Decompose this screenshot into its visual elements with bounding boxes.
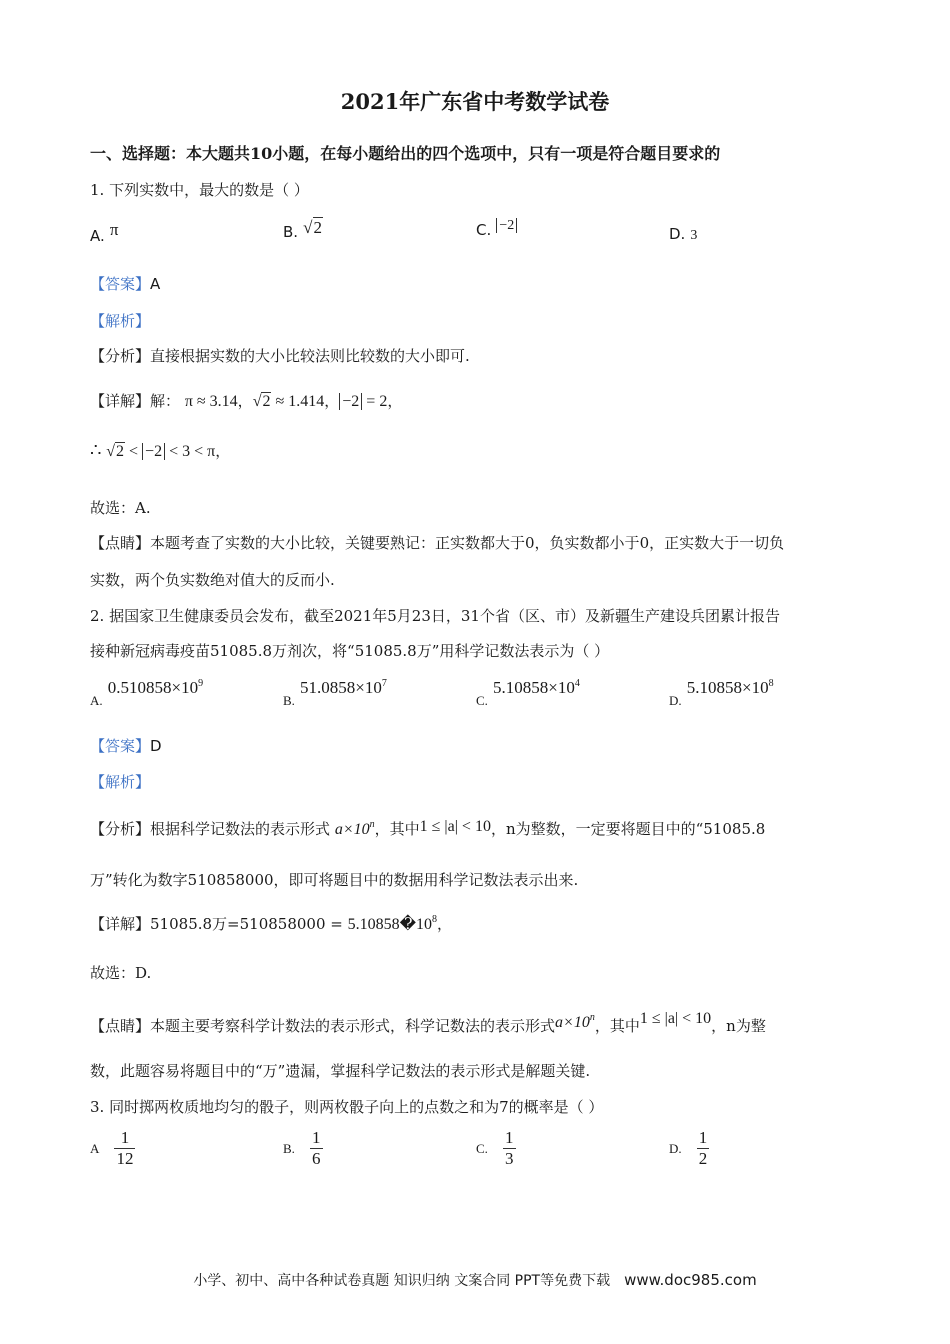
q1-stem: 1. 下列实数中，最大的数是（ ） — [90, 181, 309, 199]
chain-rest: < 3 < π — [165, 443, 216, 460]
q3-option-a — [90, 1128, 135, 1169]
answer-label: 【答案】 — [90, 737, 151, 755]
comment-form: $a\times 10^n$ — [555, 1012, 595, 1031]
chain-sqrt: √2 — [106, 443, 125, 460]
detail-label: 【详解】 — [90, 915, 151, 933]
chain-lt: < — [125, 443, 143, 460]
detail-abs-value: = 2 — [362, 393, 388, 410]
q1-comment — [90, 532, 784, 553]
analysis-text: 根据科学记数法的表示形式 — [150, 820, 331, 838]
sep: ， — [324, 392, 340, 410]
option-value: √2 — [303, 218, 322, 237]
therefore-symbol: ∴ — [90, 440, 102, 461]
option-value: −2 — [496, 218, 517, 233]
q2-stem-line1: 2. 据国家卫生健康委员会发布，截至2021年5月23日，31个省（区、市）及新疆生产建设兵团累计报告 — [90, 607, 780, 625]
option-value: 3 — [690, 228, 698, 243]
option-label: A. — [90, 227, 105, 245]
chain-end: ， — [215, 442, 231, 460]
analysis-form: $a\times 10^n$ — [334, 819, 375, 838]
q1-option-c — [476, 218, 517, 239]
q3-option-b — [283, 1128, 323, 1169]
option-label: C. — [476, 693, 488, 708]
option-value: $0.510858\times 10^9$ — [107, 678, 204, 697]
option-label: B. — [283, 693, 295, 708]
option-label: C. — [476, 1141, 488, 1156]
q1-option-a — [90, 220, 118, 245]
detail-abs: −2 — [339, 393, 362, 410]
q3-option-c — [476, 1128, 516, 1169]
q3-option-d — [669, 1128, 709, 1169]
q2-stem-line2: 接种新冠病毒疫苗51085.8万剂次，将“51085.8万”用科学记数法表示为（ ） — [90, 642, 610, 660]
q1-detail — [90, 390, 402, 411]
detail-math: $5.10858�10^8$ — [347, 914, 438, 933]
comment-text: 本题考查了实数的大小比较，关键要熟记：正实数都大于0，负实数都小于0，正实数大于一切负 — [150, 534, 785, 552]
answer-value: D — [150, 737, 162, 755]
option-label: D. — [669, 225, 686, 243]
comment-text: ，其中 — [594, 1017, 640, 1035]
q1-option-b — [283, 218, 323, 241]
q2-option-d — [669, 678, 774, 709]
detail-sqrt: √2 — [252, 393, 271, 410]
chain-abs: −2 — [142, 443, 165, 460]
analysis-text: ，n为整数，一定要将题目中的“51085.8 — [490, 820, 766, 838]
q2-detail — [90, 913, 452, 934]
detail-label: 【详解】 — [90, 392, 151, 410]
option-value: $51.0858\times 10^7$ — [300, 678, 387, 697]
q2-option-c — [476, 678, 580, 709]
q2-analysis-heading: 【解析】 — [90, 773, 151, 791]
comment-text: 本题主要考察科学计数法的表示形式，科学记数法的表示形式 — [150, 1017, 556, 1035]
answer-label: 【答案】 — [90, 275, 151, 293]
q2-analysis — [90, 818, 765, 839]
option-fraction: $\frac{1}{2}$ — [698, 1128, 708, 1168]
q2-comment-line2: 数，此题容易将题目中的“万”遗漏，掌握科学记数法的表示形式是解题关键. — [90, 1062, 591, 1080]
q1-chain — [90, 440, 230, 461]
analysis-text: ，其中 — [374, 820, 420, 838]
q3-stem: 3. 同时掷两枚质地均匀的骰子，则两枚骰子向上的点数之和为7的概率是（ ） — [90, 1098, 604, 1116]
comment-range: 1 ≤ |a| < 10 — [639, 1010, 712, 1027]
page-footer — [0, 1270, 950, 1290]
q1-analysis-heading: 【解析】 — [90, 312, 151, 330]
sep: ， — [387, 392, 403, 410]
analysis-text: 直接根据实数的大小比较法则比较数的大小即可. — [150, 347, 470, 365]
option-fraction: $\frac{1}{12}$ — [116, 1128, 134, 1168]
q1-answer — [90, 273, 160, 294]
q2-analysis-line2: 万”转化为数字510858000，即可将题目中的数据用科学记数法表示出来. — [90, 871, 579, 889]
footer-link[interactable]: www.doc985.com — [624, 1271, 757, 1289]
footer-text: 小学、初中、高中各种试卷真题 知识归纳 文案合同 PPT等免费下载 — [193, 1273, 611, 1289]
option-label: A — [90, 1141, 100, 1156]
q2-answer — [90, 735, 162, 756]
option-fraction: $\frac{1}{6}$ — [312, 1128, 321, 1168]
detail-pi: π ≈ 3.14 — [184, 393, 238, 410]
option-label: B. — [283, 1141, 295, 1156]
comment-text: ，n为整 — [711, 1017, 766, 1035]
detail-text: 51085.8万=510858000 = — [150, 915, 348, 933]
q1-analysis — [90, 345, 470, 366]
q2-comment — [90, 1010, 766, 1036]
option-label: A. — [90, 693, 103, 708]
answer-value: A — [150, 275, 161, 293]
option-value: $5.10858\times 10^4$ — [493, 678, 580, 697]
page-title: 2021年广东省中考数学试卷 — [340, 89, 610, 114]
q1-choose: 故选：A. — [90, 499, 151, 517]
q2-option-a — [90, 678, 203, 709]
analysis-label: 【分析】 — [90, 820, 151, 838]
option-label: D. — [669, 693, 682, 708]
option-label: D. — [669, 1141, 682, 1156]
analysis-label: 【分析】 — [90, 347, 151, 365]
q1-comment-line2: 实数，两个负实数绝对值大的反而小. — [90, 571, 335, 589]
comment-label: 【点睛】 — [90, 534, 151, 552]
detail-prefix: 解： — [150, 392, 181, 410]
q1-option-d — [669, 224, 697, 244]
option-label: C. — [476, 221, 492, 239]
section-heading: 一、选择题：本大题共10小题，在每小题给出的四个选项中，只有一项是符合题目要求的 — [90, 144, 721, 163]
option-value: $5.10858\times 10^8$ — [686, 678, 774, 697]
q2-option-b — [283, 678, 387, 709]
option-label: B. — [283, 223, 299, 241]
q2-choose: 故选：D. — [90, 964, 152, 982]
detail-sqrt-value: ≈ 1.414 — [271, 393, 325, 410]
option-fraction: $\frac{1}{3}$ — [505, 1128, 514, 1168]
option-value: π — [109, 220, 119, 239]
analysis-range: 1 ≤ |a| < 10 — [419, 818, 491, 835]
comment-label: 【点睛】 — [90, 1017, 151, 1035]
detail-end: ， — [437, 915, 453, 933]
sep: ， — [237, 392, 253, 410]
